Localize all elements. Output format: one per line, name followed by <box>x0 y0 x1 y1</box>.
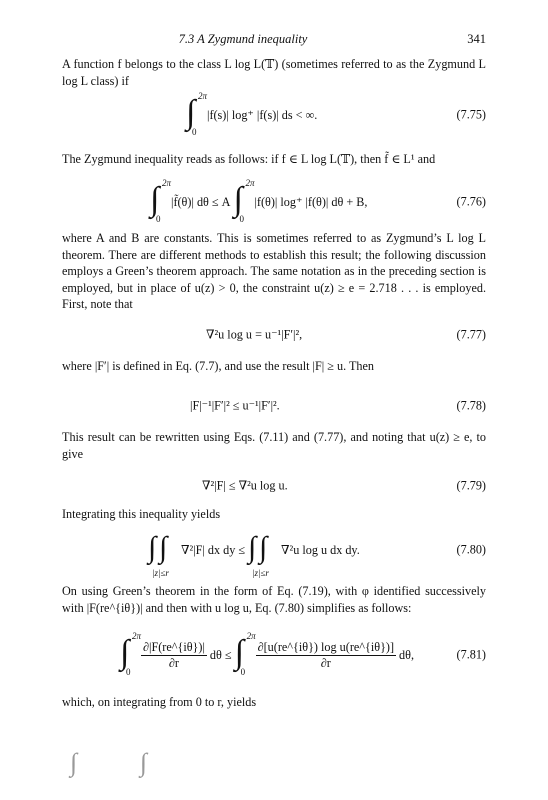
equation-number: (7.77) <box>456 327 486 342</box>
fraction: $\frac{\partial|F(re\^{}\{i\theta\})|}{\partial r}$ <box>143 639 205 670</box>
equation-number: (7.81) <box>456 647 486 662</box>
equation-mid: dθ ≤ <box>209 647 232 662</box>
fraction: $\frac{\text{∂[u(re\textasciicircum{}\{iθ\}) log u(re\textasciicircum{}\{iθ\})]}}{\partial r}$ <box>257 639 395 670</box>
equation-7-81 <box>62 627 486 683</box>
equation-number: (7.75) <box>456 107 486 122</box>
integral-sign: ∫ 2π 0 <box>233 178 255 224</box>
integral-sign: ∫ 2π 0 <box>186 91 208 137</box>
equation-number: (7.78) <box>456 398 486 413</box>
double-integral-sign: ∫ ∫ |z|≤r <box>148 531 169 578</box>
integral-sign: ∫ 2π 0 <box>120 631 142 677</box>
equation-7-78 <box>62 384 486 428</box>
equation-body: |F|⁻¹|F′|² ≤ u⁻¹|F′|². <box>190 398 280 413</box>
equation-7-80 <box>62 528 486 578</box>
equation-number: (7.76) <box>456 194 486 209</box>
equation-lhs: |f̃(θ)| dθ ≤ A <box>171 194 231 209</box>
equation-tail: dθ, <box>399 647 415 662</box>
equation-rhs: |f(θ)| log⁺ |f(θ)| dθ + B, <box>254 194 368 209</box>
equation-body: |f(s)| log⁺ |f(s)| ds < ∞. <box>207 107 318 122</box>
integral-sign: ∫ 2π 0 <box>234 631 256 677</box>
equation-7-76 <box>62 180 486 224</box>
equation-body: ∇²|F| ≤ ∇²u log u. <box>202 478 288 493</box>
paragraph-7: On using Green’s theorem in the form of Eq. (7.19), with φ identified successively with |F(re^{iθ})| and then with u log u, Eq. (7.80) simplifies as follows: <box>62 584 486 615</box>
equation-body: ∇²u log u = u⁻¹|F′|², <box>206 327 303 342</box>
double-integral-sign: ∫ ∫ |z|≤r <box>248 531 269 578</box>
equation-rhs: ∇²u log u dx dy. <box>281 542 360 557</box>
equation-7-77 <box>62 313 486 357</box>
paragraph-5: This result can be rewritten using Eqs. (7.11) and (7.77), and noting that u(z) ≥ e, to give <box>62 430 486 461</box>
integral-sign: ∫ 2π 0 <box>150 178 172 224</box>
running-title: 7.3 A Zygmund inequality <box>178 32 308 46</box>
paragraph-8: which, on integrating from 0 to r, yields <box>62 695 257 709</box>
equation-lhs: ∇²|F| dx dy ≤ <box>181 542 246 557</box>
paragraph-6: Integrating this inequality yields <box>62 507 221 521</box>
page-number: 341 <box>467 32 486 46</box>
equation-number: (7.79) <box>456 478 486 493</box>
page-header <box>62 32 486 48</box>
paragraph-4: where |F′| is defined in Eq. (7.7), and use the result |F| ≥ u. Then <box>62 359 375 373</box>
cut-off-equation-fragment: ∫ ∫ <box>70 748 147 777</box>
equation-7-75 <box>62 93 486 137</box>
equation-7-79 <box>62 464 486 508</box>
paragraph-2: The Zygmund inequality reads as follows: if f ∈ L log L(𝕋), then f̃ ∈ L¹ and <box>62 152 436 166</box>
paragraph-1: A function f belongs to the class L log L(𝕋) (sometimes referred to as the Zygmund L log L class) if <box>62 57 486 88</box>
equation-number: (7.80) <box>456 542 486 557</box>
paragraph-3: where A and B are constants. This is sometimes referred to as Zygmund’s L log L theorem. There are different methods to establish this result; the following discussion employs a Green’s theorem approach. The same notation as in the preceding section is employed, but in place of u(z) > 0, the constraint u(z) ≥ e = 2.718 . . . is employed. First, note that <box>62 231 486 312</box>
